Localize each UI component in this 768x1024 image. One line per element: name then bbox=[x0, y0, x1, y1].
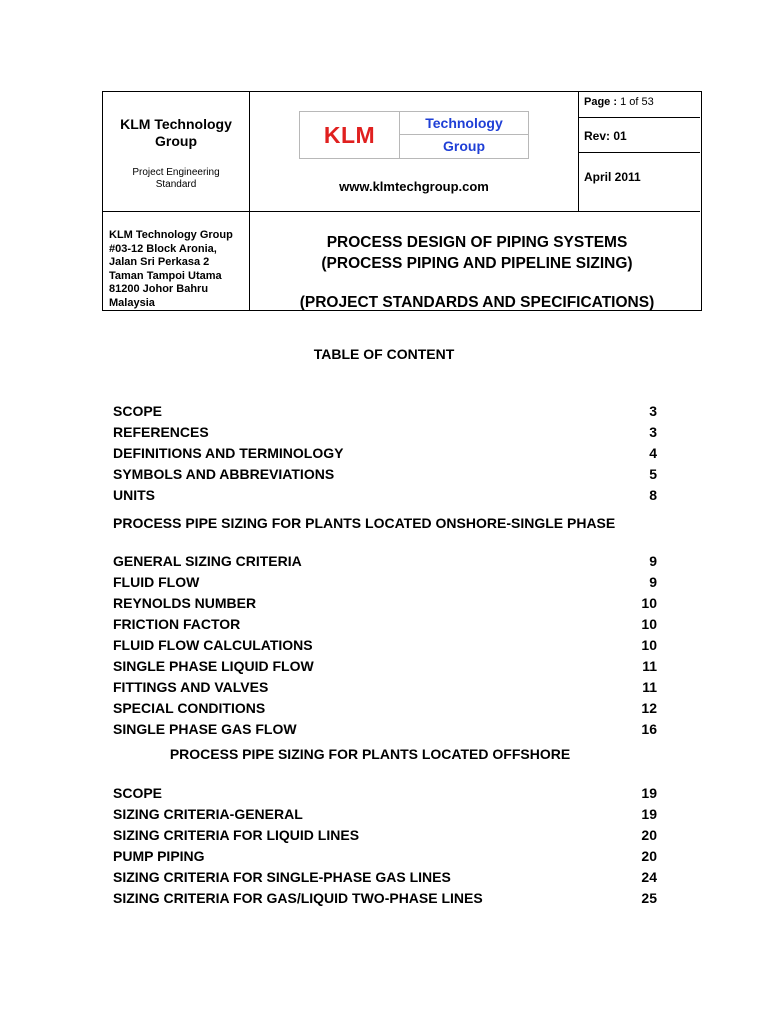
toc-entry-page: 3 bbox=[649, 402, 657, 419]
toc-entry-label: FLUID FLOW CALCULATIONS bbox=[113, 636, 313, 653]
page-label: Page : bbox=[584, 96, 618, 108]
toc-entry[interactable] bbox=[113, 845, 657, 866]
revision: Rev: 01 bbox=[584, 129, 627, 143]
toc-entry[interactable] bbox=[113, 782, 657, 803]
toc-entry-label: SINGLE PHASE LIQUID FLOW bbox=[113, 657, 314, 674]
toc-entry[interactable] bbox=[113, 676, 657, 697]
toc-entry-page: 19 bbox=[641, 784, 657, 801]
toc-entry-page: 9 bbox=[649, 552, 657, 569]
toc-entry-page: 11 bbox=[642, 678, 657, 695]
header-divider bbox=[249, 92, 250, 310]
toc-entry-label: SIZING CRITERIA-GENERAL bbox=[113, 805, 303, 822]
toc-entry[interactable] bbox=[113, 803, 657, 824]
toc-entry-page: 16 bbox=[641, 720, 657, 737]
toc-entry-label: REYNOLDS NUMBER bbox=[113, 594, 257, 611]
toc-entry-page: 9 bbox=[649, 573, 657, 590]
toc-entry-page: 3 bbox=[649, 423, 657, 440]
document-subtitle: (PROJECT STANDARDS AND SPECIFICATIONS) bbox=[299, 294, 655, 311]
toc-entry-page: 8 bbox=[649, 486, 657, 503]
toc-entry[interactable] bbox=[113, 697, 657, 718]
website-link[interactable]: www.klmtechgroup.com bbox=[339, 179, 489, 194]
toc-group-onshore bbox=[113, 550, 657, 739]
title-line: (PROCESS PIPING AND PIPELINE SIZING) bbox=[321, 255, 633, 272]
toc-group-general bbox=[113, 400, 657, 505]
toc-entry[interactable] bbox=[113, 718, 657, 739]
toc-entry-page: 20 bbox=[641, 847, 657, 864]
toc-entry-page: 10 bbox=[641, 636, 657, 653]
toc-entry-label: REFERENCES bbox=[113, 423, 209, 440]
toc-entry-page: 11 bbox=[642, 657, 657, 674]
toc-entry-label: SIZING CRITERIA FOR LIQUID LINES bbox=[113, 826, 360, 843]
toc-entry[interactable] bbox=[113, 634, 657, 655]
toc-entry-page: 4 bbox=[649, 444, 657, 461]
header-divider bbox=[103, 211, 700, 212]
toc-entry-page: 20 bbox=[641, 826, 657, 843]
page-value: 1 of 53 bbox=[620, 96, 654, 108]
toc-entry[interactable] bbox=[113, 866, 657, 887]
toc-entry-page: 5 bbox=[649, 465, 657, 482]
toc-entry[interactable] bbox=[113, 484, 657, 505]
toc-title: TABLE OF CONTENT bbox=[313, 346, 455, 362]
toc-entry[interactable] bbox=[113, 571, 657, 592]
toc-entry-label: SPECIAL CONDITIONS bbox=[113, 699, 266, 716]
toc-entry-label: SINGLE PHASE GAS FLOW bbox=[113, 720, 297, 737]
toc-entry[interactable] bbox=[113, 400, 657, 421]
toc-entry-page: 10 bbox=[641, 594, 657, 611]
toc-entry-label: SCOPE bbox=[113, 402, 163, 419]
toc-entry-page: 12 bbox=[641, 699, 657, 716]
toc-entry-page: 24 bbox=[641, 868, 657, 885]
toc-entry[interactable] bbox=[113, 550, 657, 571]
header-divider bbox=[578, 152, 700, 153]
page-number bbox=[584, 96, 654, 108]
toc-group-offshore bbox=[113, 782, 657, 908]
document-header-table bbox=[102, 91, 702, 311]
toc-section-offshore[interactable]: PROCESS PIPE SIZING FOR PLANTS LOCATED OFFSHORE bbox=[169, 746, 571, 762]
toc-entry-label: SYMBOLS AND ABBREVIATIONS bbox=[113, 465, 335, 482]
logo-group-text: Group bbox=[443, 138, 485, 154]
toc-entry[interactable] bbox=[113, 824, 657, 845]
toc-entry-label: DEFINITIONS AND TERMINOLOGY bbox=[113, 444, 344, 461]
toc-entry-page: 25 bbox=[641, 889, 657, 906]
toc-section-onshore[interactable]: PROCESS PIPE SIZING FOR PLANTS LOCATED ONSHORE-SINGLE PHASE bbox=[113, 515, 616, 531]
company-name: KLM Technology Group bbox=[120, 116, 232, 149]
company-address: KLM Technology Group #03-12 Block Aronia, Jalan Sri Perkasa 2 Taman Tampoi Utama 81200 Johor Bahru Malaysia bbox=[109, 229, 233, 309]
logo-klm-text: KLM bbox=[300, 112, 400, 158]
issue-date: April 2011 bbox=[584, 170, 641, 184]
logo-technology-text: Technology bbox=[400, 112, 528, 135]
table-of-contents bbox=[113, 400, 657, 908]
toc-entry-label: FRICTION FACTOR bbox=[113, 615, 241, 632]
toc-entry[interactable] bbox=[113, 655, 657, 676]
document-title bbox=[251, 232, 703, 313]
toc-entry-page: 10 bbox=[641, 615, 657, 632]
toc-entry-label: PUMP PIPING bbox=[113, 847, 205, 864]
toc-entry[interactable] bbox=[113, 421, 657, 442]
toc-entry-label: SCOPE bbox=[113, 784, 163, 801]
title-line: PROCESS DESIGN OF PIPING SYSTEMS bbox=[326, 234, 628, 251]
toc-entry-label: FLUID FLOW bbox=[113, 573, 200, 590]
toc-entry-label: SIZING CRITERIA FOR SINGLE-PHASE GAS LINES bbox=[113, 868, 451, 885]
toc-entry[interactable] bbox=[113, 442, 657, 463]
toc-entry-label: GENERAL SIZING CRITERIA bbox=[113, 552, 302, 569]
toc-entry[interactable] bbox=[113, 887, 657, 908]
toc-entry-page: 19 bbox=[641, 805, 657, 822]
toc-entry-label: SIZING CRITERIA FOR GAS/LIQUID TWO-PHASE LINES bbox=[113, 889, 483, 906]
toc-entry[interactable] bbox=[113, 613, 657, 634]
standard-label: Project Engineering Standard bbox=[132, 167, 220, 190]
toc-entry[interactable] bbox=[113, 592, 657, 613]
toc-entry[interactable] bbox=[113, 463, 657, 484]
toc-entry-label: UNITS bbox=[113, 486, 155, 503]
klm-logo bbox=[299, 111, 529, 159]
header-divider bbox=[578, 117, 700, 118]
toc-entry-label: FITTINGS AND VALVES bbox=[113, 678, 269, 695]
